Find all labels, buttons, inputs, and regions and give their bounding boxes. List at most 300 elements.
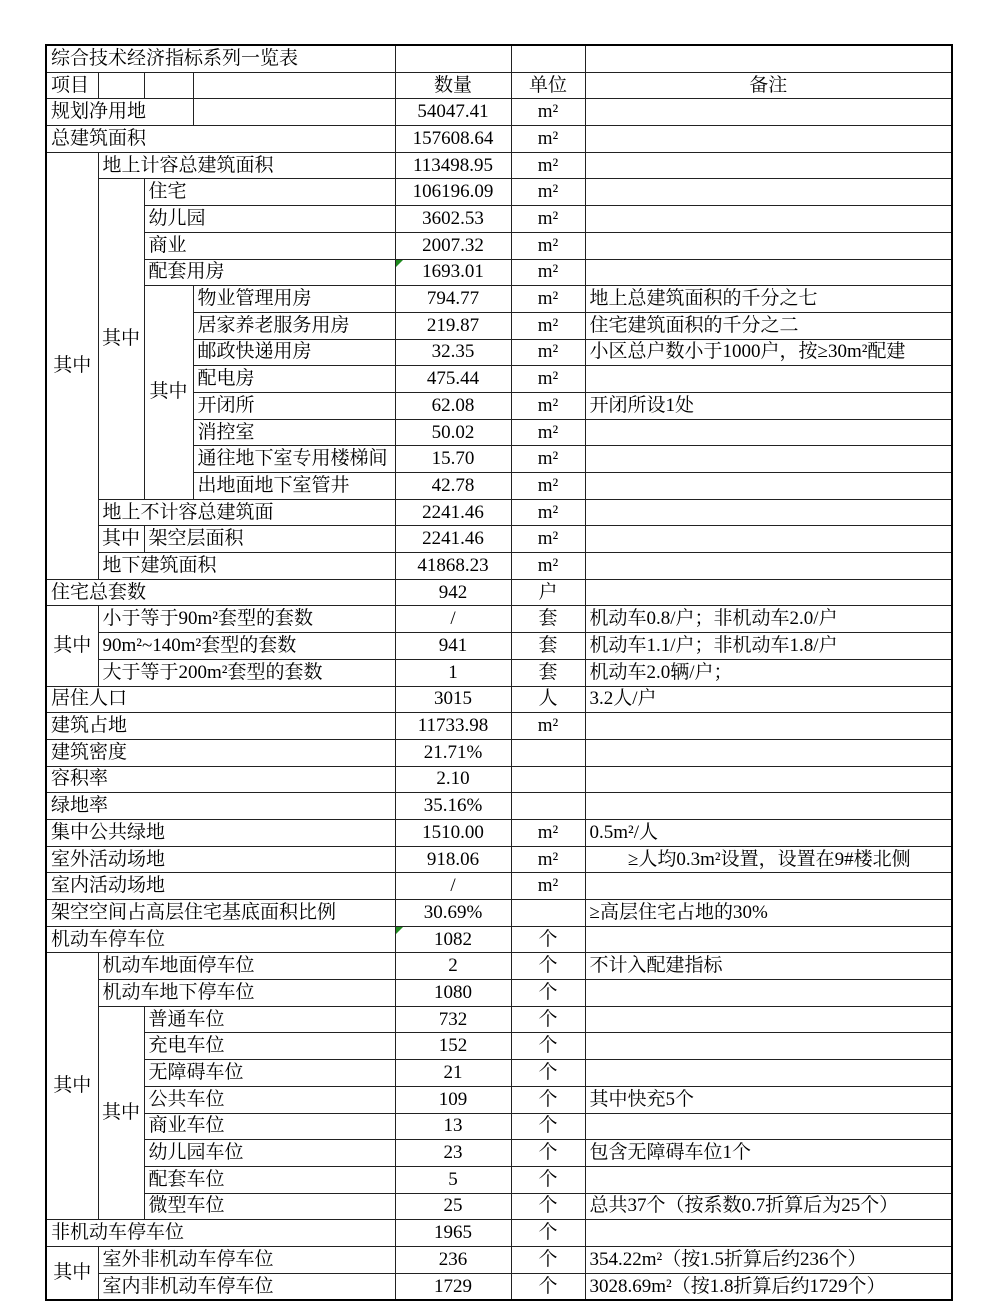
cell-text: 个	[538, 1168, 558, 1190]
unit-cell[interactable]	[511, 419, 585, 446]
cell-text: m²	[537, 501, 559, 523]
unit-cell[interactable]	[511, 553, 585, 580]
group-cell[interactable]	[46, 152, 98, 579]
qty-cell[interactable]	[395, 499, 511, 526]
remark-cell[interactable]	[585, 686, 952, 713]
item-cell[interactable]	[193, 392, 395, 419]
cell-text: 机动车2.0辆/户；	[589, 661, 733, 683]
cell-text: m²	[537, 554, 559, 576]
qty-cell[interactable]	[395, 1060, 511, 1087]
item-cell[interactable]	[193, 339, 395, 366]
cell-text: 微型车位	[148, 1195, 225, 1217]
cell-text: 商业车位	[148, 1115, 225, 1137]
indicators-table	[45, 44, 953, 1301]
cell-text: 个	[538, 1195, 558, 1217]
cell-text: 总建筑面积	[51, 127, 147, 149]
cell-text: 邮政快递用房	[197, 341, 312, 363]
qty-cell[interactable]	[395, 1166, 511, 1193]
remark-cell[interactable]	[585, 953, 952, 980]
item-cell[interactable]	[144, 1140, 395, 1167]
table-row	[46, 72, 952, 99]
qty-cell[interactable]	[395, 473, 511, 500]
item-cell[interactable]	[144, 1193, 395, 1220]
item-cell[interactable]	[46, 126, 395, 153]
cell-text: 其中	[53, 635, 92, 656]
cell-text: 106196.09	[412, 181, 494, 203]
head-cell[interactable]	[585, 72, 952, 99]
qty-cell[interactable]	[395, 312, 511, 339]
unit-cell[interactable]	[511, 579, 585, 606]
cell-text: m²	[537, 848, 559, 870]
item-cell[interactable]	[46, 579, 395, 606]
qty-cell[interactable]	[395, 286, 511, 313]
qty-cell[interactable]	[395, 232, 511, 259]
qty-cell[interactable]	[395, 1086, 511, 1113]
remark-cell[interactable]	[585, 152, 952, 179]
qty-cell[interactable]	[395, 526, 511, 553]
cell-text: 1510.00	[422, 821, 484, 843]
unit-cell[interactable]	[511, 286, 585, 313]
remark-cell[interactable]	[585, 819, 952, 846]
remark-cell[interactable]	[585, 1220, 952, 1247]
item-cell[interactable]	[98, 980, 395, 1007]
cell-text: 户	[538, 581, 558, 603]
cell-text: 单位	[529, 74, 568, 96]
remark-cell[interactable]	[585, 606, 952, 633]
unit-cell[interactable]	[511, 713, 585, 740]
cell-text: 个	[538, 1088, 558, 1110]
cell-text: 30.69%	[423, 901, 483, 923]
item-cell[interactable]	[193, 99, 395, 126]
unit-cell[interactable]	[511, 1246, 585, 1273]
cell-text: 3.2人/户	[589, 688, 657, 710]
table-row	[46, 232, 952, 259]
qty-cell[interactable]	[395, 99, 511, 126]
remark-cell[interactable]	[585, 99, 952, 126]
unit-cell[interactable]	[511, 793, 585, 820]
item-cell[interactable]	[144, 1006, 395, 1033]
item-cell[interactable]	[98, 499, 395, 526]
unit-cell[interactable]	[511, 99, 585, 126]
table-row	[46, 1220, 952, 1247]
remark-cell[interactable]	[585, 579, 952, 606]
remark-cell[interactable]	[585, 980, 952, 1007]
item-cell[interactable]	[46, 873, 395, 900]
cell-text: 地上计容总建筑面积	[102, 154, 274, 176]
cell-text: 规划净用地	[51, 101, 147, 123]
unit-cell[interactable]	[511, 179, 585, 206]
cell-text: 架空空间占高层住宅基底面积比例	[51, 901, 337, 923]
qty-cell[interactable]	[395, 846, 511, 873]
remark-cell[interactable]	[585, 259, 952, 286]
item-cell[interactable]	[193, 446, 395, 473]
qty-cell[interactable]	[395, 1140, 511, 1167]
qty-cell[interactable]	[395, 926, 511, 953]
remark-cell[interactable]	[585, 1060, 952, 1087]
table-row	[46, 713, 952, 740]
cell-text: 数量	[434, 74, 473, 96]
unit-cell[interactable]	[511, 1033, 585, 1060]
cell-text: 综合技术经济指标系列一览表	[51, 47, 299, 69]
table-row	[46, 1033, 952, 1060]
unit-cell[interactable]	[511, 446, 585, 473]
qty-cell[interactable]	[395, 1113, 511, 1140]
cell-text: 充电车位	[148, 1035, 225, 1057]
unit-cell[interactable]	[511, 126, 585, 153]
item-cell[interactable]	[144, 1113, 395, 1140]
item-cell[interactable]	[46, 766, 395, 793]
table-row	[46, 873, 952, 900]
cell-text: ≥人均0.3m²设置，设置在9#楼北侧	[627, 848, 911, 870]
item-cell[interactable]	[46, 1220, 395, 1247]
qty-cell[interactable]	[395, 206, 511, 233]
remark-cell[interactable]	[585, 1166, 952, 1193]
item-cell[interactable]	[98, 633, 395, 660]
item-cell[interactable]	[193, 286, 395, 313]
cell-text: 幼儿园	[148, 208, 206, 229]
item-cell[interactable]	[98, 1246, 395, 1273]
unit-cell[interactable]	[511, 900, 585, 927]
qty-cell[interactable]	[395, 179, 511, 206]
unit-cell[interactable]	[511, 819, 585, 846]
unit-cell[interactable]	[511, 366, 585, 393]
unit-cell[interactable]	[511, 232, 585, 259]
cell-text: 配套用房	[148, 261, 225, 283]
qty-cell[interactable]	[395, 1273, 511, 1300]
table-row	[46, 1113, 952, 1140]
unit-cell[interactable]	[511, 633, 585, 660]
unit-cell[interactable]	[511, 312, 585, 339]
qty-cell[interactable]	[395, 606, 511, 633]
qty-cell[interactable]	[395, 900, 511, 927]
item-cell[interactable]	[144, 179, 395, 206]
qty-cell[interactable]	[395, 953, 511, 980]
remark-cell[interactable]	[585, 45, 952, 72]
remark-cell[interactable]	[585, 526, 952, 553]
table-row	[46, 1246, 952, 1273]
cell-text: 其中	[53, 354, 92, 376]
qty-cell[interactable]	[395, 873, 511, 900]
item-cell[interactable]	[98, 152, 395, 179]
remark-cell[interactable]	[585, 1113, 952, 1140]
item-cell[interactable]	[144, 232, 395, 259]
unit-cell[interactable]	[511, 846, 585, 873]
cell-text: 出地面地下室管井	[197, 474, 350, 496]
qty-cell[interactable]	[395, 446, 511, 473]
cell-text: 非机动车停车位	[51, 1222, 185, 1244]
unit-cell[interactable]	[511, 1166, 585, 1193]
remark-cell[interactable]	[585, 739, 952, 766]
qty-cell[interactable]	[395, 366, 511, 393]
unit-cell[interactable]	[511, 259, 585, 286]
remark-cell[interactable]	[585, 499, 952, 526]
table-row	[46, 152, 952, 179]
unit-cell[interactable]	[511, 499, 585, 526]
group-cell[interactable]	[98, 1006, 144, 1220]
table-row	[46, 953, 952, 980]
qty-cell[interactable]	[395, 1246, 511, 1273]
unit-cell[interactable]	[511, 1220, 585, 1247]
table-row	[46, 126, 952, 153]
table-row	[46, 606, 952, 633]
cell-text: 54047.41	[417, 101, 489, 123]
cell-text: 90m²~140m²套型的套数	[102, 635, 297, 656]
cell-text: 113498.95	[412, 154, 494, 176]
item-cell[interactable]	[98, 606, 395, 633]
item-cell[interactable]	[144, 1060, 395, 1087]
qty-cell[interactable]	[395, 553, 511, 580]
qty-cell[interactable]	[395, 659, 511, 686]
cell-text: 236	[438, 1248, 468, 1270]
item-cell[interactable]	[144, 259, 395, 286]
remark-cell[interactable]	[585, 1033, 952, 1060]
item-cell[interactable]	[46, 713, 395, 740]
item-cell[interactable]	[98, 1273, 395, 1300]
head-cell[interactable]	[395, 72, 511, 99]
qty-cell[interactable]	[395, 793, 511, 820]
group-cell[interactable]	[46, 606, 98, 686]
unit-cell[interactable]	[511, 339, 585, 366]
cell-text: 室内非机动车停车位	[102, 1275, 274, 1297]
unit-cell[interactable]	[511, 1113, 585, 1140]
unit-cell[interactable]	[511, 686, 585, 713]
remark-cell[interactable]	[585, 473, 952, 500]
unit-cell[interactable]	[511, 1193, 585, 1220]
qty-cell[interactable]	[395, 739, 511, 766]
cell-text: m²	[537, 821, 559, 843]
remark-cell[interactable]	[585, 232, 952, 259]
unit-cell[interactable]	[511, 45, 585, 72]
cell-text: 942	[438, 581, 468, 603]
unit-cell[interactable]	[511, 206, 585, 233]
item-cell[interactable]	[46, 846, 395, 873]
table-row	[46, 259, 952, 286]
item-cell[interactable]	[144, 206, 395, 233]
table-row	[46, 739, 952, 766]
item-cell[interactable]	[144, 526, 395, 553]
cell-text: 3015	[434, 688, 473, 710]
table-row	[46, 1140, 952, 1167]
table-row	[46, 206, 952, 233]
unit-cell[interactable]	[511, 1086, 585, 1113]
qty-cell[interactable]	[395, 1220, 511, 1247]
qty-cell[interactable]	[395, 126, 511, 153]
cell-text: 其中	[149, 381, 188, 403]
remark-cell[interactable]	[585, 446, 952, 473]
cell-text: 大于等于200m²套型的套数	[102, 661, 323, 683]
unit-cell[interactable]	[511, 606, 585, 633]
remark-cell[interactable]	[585, 926, 952, 953]
item-cell[interactable]	[46, 793, 395, 820]
cell-text: 个	[538, 1222, 558, 1244]
table-row	[46, 633, 952, 660]
remark-cell[interactable]	[585, 126, 952, 153]
remark-cell[interactable]	[585, 1193, 952, 1220]
unit-cell[interactable]	[511, 1273, 585, 1300]
qty-cell[interactable]	[395, 45, 511, 72]
remark-cell[interactable]	[585, 873, 952, 900]
item-cell[interactable]	[144, 1086, 395, 1113]
cell-text: 15.70	[431, 448, 475, 470]
unit-cell[interactable]	[511, 1140, 585, 1167]
cell-text: 架空层面积	[148, 528, 244, 550]
cell-text: 62.08	[431, 394, 475, 416]
remark-cell[interactable]	[585, 312, 952, 339]
cell-text: m²	[537, 208, 559, 229]
item-cell[interactable]	[193, 72, 395, 99]
qty-cell[interactable]	[395, 419, 511, 446]
cell-text: 套	[538, 608, 558, 630]
item-cell[interactable]	[98, 953, 395, 980]
qty-cell[interactable]	[395, 1033, 511, 1060]
unit-cell[interactable]	[511, 926, 585, 953]
cell-text: 其中	[53, 1262, 92, 1284]
head-item-cell[interactable]	[46, 72, 98, 99]
item-cell[interactable]	[193, 473, 395, 500]
qty-cell[interactable]	[395, 713, 511, 740]
cell-text: 35.16%	[423, 795, 483, 817]
unit-cell[interactable]	[511, 953, 585, 980]
remark-cell[interactable]	[585, 553, 952, 580]
cell-text: 个	[538, 1115, 558, 1137]
qty-cell[interactable]	[395, 980, 511, 1007]
unit-cell[interactable]	[511, 1060, 585, 1087]
item-cell[interactable]	[46, 819, 395, 846]
item-cell[interactable]	[46, 99, 193, 126]
unit-cell[interactable]	[511, 739, 585, 766]
qty-cell[interactable]	[395, 1193, 511, 1220]
cell-text: 消控室	[197, 421, 255, 443]
remark-cell[interactable]	[585, 286, 952, 313]
item-cell[interactable]	[46, 900, 395, 927]
table-row	[46, 1166, 952, 1193]
qty-cell[interactable]	[395, 392, 511, 419]
cell-text: 建筑占地	[51, 715, 128, 737]
qty-cell[interactable]	[395, 259, 511, 286]
cell-text: 0.5m²/人	[589, 821, 659, 843]
remark-cell[interactable]	[585, 1246, 952, 1273]
cell-text: 42.78	[431, 474, 475, 496]
remark-cell[interactable]	[585, 179, 952, 206]
remark-cell[interactable]	[585, 392, 952, 419]
table-row	[46, 1193, 952, 1220]
qty-cell[interactable]	[395, 579, 511, 606]
remark-cell[interactable]	[585, 793, 952, 820]
remark-cell[interactable]	[585, 633, 952, 660]
cell-text: 备注	[749, 74, 788, 96]
qty-cell[interactable]	[395, 686, 511, 713]
remark-cell[interactable]	[585, 1140, 952, 1167]
qty-cell[interactable]	[395, 1006, 511, 1033]
item-cell[interactable]	[98, 72, 144, 99]
table-row	[46, 579, 952, 606]
remark-cell[interactable]	[585, 846, 952, 873]
cell-text: 11733.98	[417, 715, 489, 737]
remark-cell[interactable]	[585, 419, 952, 446]
group-cell[interactable]	[98, 526, 144, 553]
table-row	[46, 1273, 952, 1300]
cell-text: 其中	[101, 328, 140, 350]
cell-text: m²	[537, 368, 559, 390]
cell-text: 室内活动场地	[51, 875, 166, 897]
unit-cell[interactable]	[511, 152, 585, 179]
item-cell[interactable]	[193, 312, 395, 339]
cell-text: 机动车1.1/户；非机动车1.8/户	[589, 635, 838, 656]
group-cell[interactable]	[46, 1246, 98, 1300]
qty-cell[interactable]	[395, 339, 511, 366]
unit-cell[interactable]	[511, 1006, 585, 1033]
cell-text: 50.02	[431, 421, 475, 443]
unit-cell[interactable]	[511, 659, 585, 686]
item-cell[interactable]	[46, 686, 395, 713]
qty-cell[interactable]	[395, 633, 511, 660]
cell-text: m²	[537, 127, 559, 149]
cell-text: 23	[443, 1142, 463, 1164]
item-cell[interactable]	[144, 1033, 395, 1060]
remark-cell[interactable]	[585, 206, 952, 233]
unit-cell[interactable]	[511, 473, 585, 500]
unit-cell[interactable]	[511, 980, 585, 1007]
cell-text: 配电房	[197, 368, 255, 390]
unit-cell[interactable]	[511, 766, 585, 793]
qty-cell[interactable]	[395, 819, 511, 846]
table-row	[46, 686, 952, 713]
item-cell[interactable]	[144, 72, 193, 99]
item-cell[interactable]	[46, 739, 395, 766]
remark-cell[interactable]	[585, 659, 952, 686]
item-cell[interactable]	[98, 659, 395, 686]
remark-cell[interactable]	[585, 900, 952, 927]
cell-text: 住宅建筑面积的千分之二	[589, 314, 799, 336]
remark-cell[interactable]	[585, 1006, 952, 1033]
item-cell[interactable]	[46, 926, 395, 953]
unit-cell[interactable]	[511, 526, 585, 553]
remark-cell[interactable]	[585, 766, 952, 793]
unit-cell[interactable]	[511, 392, 585, 419]
item-cell[interactable]	[144, 1166, 395, 1193]
remark-cell[interactable]	[585, 713, 952, 740]
cell-text: 普通车位	[148, 1008, 225, 1030]
group-cell[interactable]	[98, 179, 144, 499]
cell-text: 无障碍车位	[148, 1062, 244, 1083]
cell-text: 其中	[53, 1075, 92, 1097]
cell-text: 机动车地下停车位	[102, 981, 255, 1003]
cell-text: 不计入配建指标	[589, 955, 723, 977]
item-cell[interactable]	[98, 553, 395, 580]
qty-cell[interactable]	[395, 766, 511, 793]
cell-text: 小区总户数小于1000户，按≥30m²配建	[589, 341, 906, 363]
cell-text: 475.44	[426, 368, 480, 390]
cell-text: 套	[538, 661, 558, 683]
cell-text: 人	[538, 688, 558, 710]
cell-text: m²	[537, 181, 559, 203]
item-cell[interactable]	[193, 419, 395, 446]
remark-cell[interactable]	[585, 1086, 952, 1113]
item-cell[interactable]	[193, 366, 395, 393]
head-cell[interactable]	[511, 72, 585, 99]
qty-cell[interactable]	[395, 152, 511, 179]
group-cell[interactable]	[46, 953, 98, 1220]
cell-text: 机动车地面停车位	[102, 955, 255, 977]
remark-cell[interactable]	[585, 1273, 952, 1300]
cell-text: 总共37个（按系数0.7折算后为25个）	[589, 1195, 899, 1217]
remark-cell[interactable]	[585, 366, 952, 393]
remark-cell[interactable]	[585, 339, 952, 366]
group-cell[interactable]	[144, 286, 193, 500]
unit-cell[interactable]	[511, 873, 585, 900]
title-cell[interactable]	[46, 45, 395, 72]
cell-text: 21	[443, 1062, 463, 1083]
